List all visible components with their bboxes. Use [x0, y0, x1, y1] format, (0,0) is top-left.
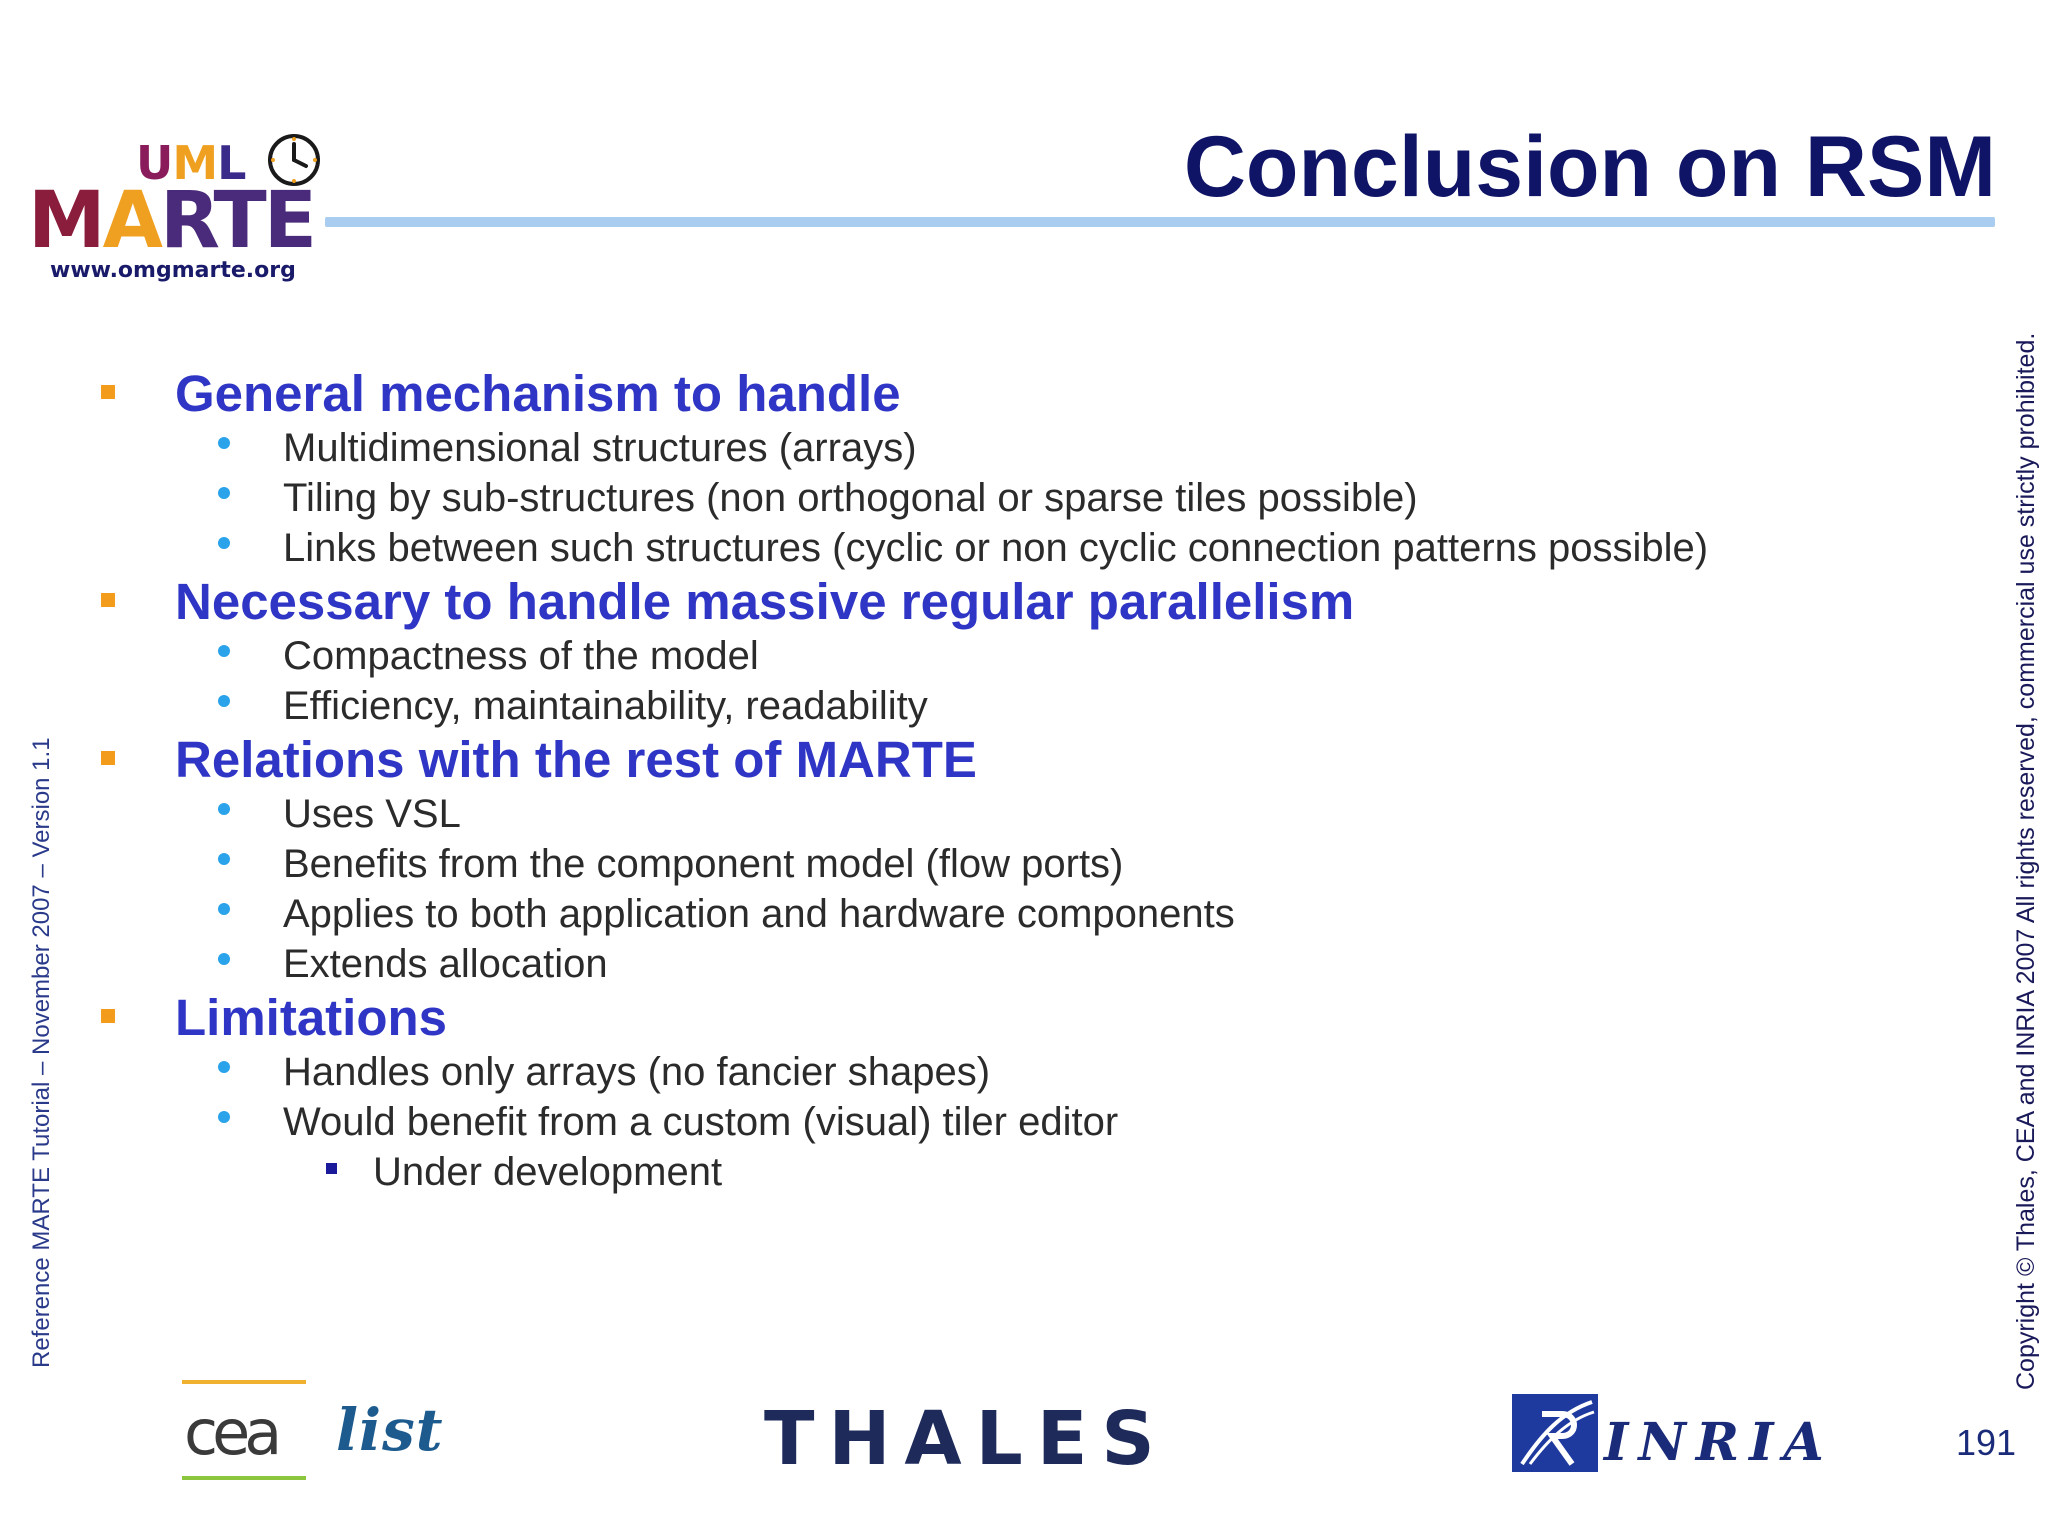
footer-version-note: Reference MARTE Tutorial – November 2007 – Version 1.1: [28, 737, 55, 1368]
list-item-text: Would benefit from a custom (visual) tiler editor: [283, 1100, 1119, 1144]
logo-marte-a: A: [102, 176, 160, 266]
dot-bullet-icon: [218, 695, 230, 707]
dot-bullet-icon: [218, 1061, 230, 1073]
list-item-text: Handles only arrays (no fancier shapes): [283, 1050, 991, 1094]
list-item: [0, 838, 1960, 888]
list-item-text: Extends allocation: [283, 942, 608, 986]
list-item-text: Multidimensional structures (arrays): [283, 426, 917, 470]
list-item: [0, 888, 1960, 938]
dot-bullet-icon: [218, 487, 230, 499]
section-heading: [0, 364, 1960, 422]
copyright-note: Copyright © Thales, CEA and INRIA 2007 All rights reserved, commercial use strictly prohibited.: [2012, 332, 2040, 1390]
page-number: 191: [1956, 1422, 2017, 1463]
list-item: [0, 630, 1960, 680]
list-item-text: Tiling by sub-structures (non orthogonal or sparse tiles possible): [283, 476, 1418, 520]
logo-url: www.omgmarte.org: [50, 258, 296, 283]
square-bullet-icon: [101, 385, 115, 399]
section-heading-text: Limitations: [175, 989, 448, 1046]
inria-logo-text: INRIA: [1604, 1412, 1834, 1473]
cea-logo-bottom-line: [182, 1476, 306, 1480]
list-item-text: Uses VSL: [283, 792, 461, 836]
slide-title: Conclusion on RSM: [1183, 119, 1996, 215]
list-item: [0, 788, 1960, 838]
square-bullet-icon: [101, 593, 115, 607]
section-heading: [0, 988, 1960, 1046]
list-item-text: Applies to both application and hardware components: [283, 892, 1235, 936]
dot-bullet-icon: [218, 903, 230, 915]
section-heading-text: Relations with the rest of MARTE: [175, 731, 977, 788]
dot-bullet-icon: [218, 953, 230, 965]
section-heading: [0, 730, 1960, 788]
list-item: [0, 1046, 1960, 1096]
section-heading-text: Necessary to handle massive regular parallelism: [175, 573, 1355, 630]
sub-list-item-text: Under development: [373, 1150, 723, 1194]
square-bullet-icon: [101, 1009, 115, 1023]
dot-bullet-icon: [218, 645, 230, 657]
uml-marte-logo: [28, 128, 315, 288]
list-item-text: Compactness of the model: [283, 634, 759, 678]
cea-logo-text: cea: [184, 1396, 277, 1469]
thales-logo: THALES: [764, 1396, 1169, 1482]
bullet-content: [0, 364, 1960, 1196]
list-item: [0, 680, 1960, 730]
list-item: [0, 472, 1960, 522]
list-item: [0, 938, 1960, 988]
section-heading-text: General mechanism to handle: [175, 365, 901, 422]
cea-logo-top-line: [182, 1380, 306, 1384]
dot-bullet-icon: [218, 437, 230, 449]
logo-uml-m: M: [172, 136, 218, 190]
logo-marte-m: M: [28, 176, 103, 266]
square-bullet-icon: [101, 751, 115, 765]
logo-uml-l: L: [217, 136, 246, 190]
logo-uml-u: U: [136, 136, 173, 190]
inria-emblem-icon: [1512, 1394, 1598, 1472]
list-logo: list: [336, 1396, 444, 1464]
small-square-bullet-icon: [326, 1163, 337, 1174]
list-item-text: Efficiency, maintainability, readability: [283, 684, 928, 728]
list-item: [0, 422, 1960, 472]
logo-marte-rest: RTE: [160, 176, 315, 266]
section-heading: [0, 572, 1960, 630]
dot-bullet-icon: [218, 853, 230, 865]
logo-marte-text: [28, 176, 315, 266]
title-underline: [325, 217, 1995, 227]
cea-logo: [180, 1380, 310, 1480]
dot-bullet-icon: [218, 537, 230, 549]
list-item-text: Links between such structures (cyclic or non cyclic connection patterns possible): [283, 526, 1709, 570]
dot-bullet-icon: [218, 803, 230, 815]
list-item: [0, 1096, 1960, 1146]
sub-list-item: [0, 1146, 1960, 1196]
list-item: [0, 522, 1960, 572]
dot-bullet-icon: [218, 1111, 230, 1123]
list-item-text: Benefits from the component model (flow ports): [283, 842, 1124, 886]
